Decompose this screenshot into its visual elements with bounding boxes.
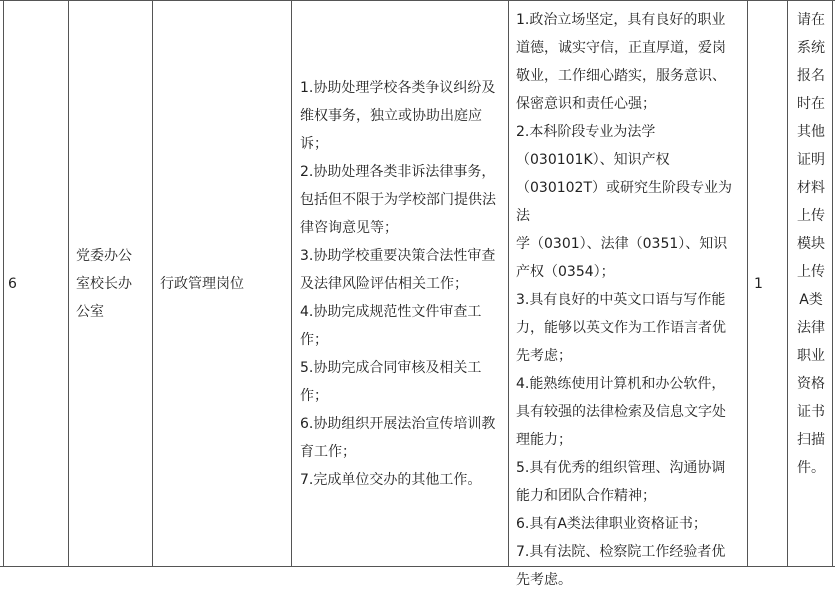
duty-line: 及法律风险评估相关工作； — [300, 275, 468, 292]
department-line: 公室 — [76, 303, 104, 320]
requirement-line: 先考虑； — [516, 348, 572, 364]
col-divider — [3, 0, 4, 567]
requirement-line: 3.具有良好的中英文口语与写作能 — [516, 292, 726, 308]
duties-list — [300, 74, 496, 494]
duty-line: 6.协助组织开展法治宣传培训教 — [300, 415, 496, 432]
requirement-line: 学（0301）、法律（0351）、知识 — [516, 236, 728, 252]
requirements-list — [516, 6, 744, 594]
requirement-line: 道德，诚实守信，正直厚道，爱岗 — [516, 40, 726, 56]
requirement-line: 4.能熟练使用计算机和办公软件， — [516, 376, 726, 392]
requirement-line: 2.本科阶段专业为法学 — [516, 124, 656, 140]
department-line: 党委办公 — [76, 247, 132, 264]
duty-line: 育工作； — [300, 443, 356, 460]
headcount-cell — [754, 0, 784, 567]
headcount: 1 — [754, 275, 763, 292]
requirement-line: （030101K）、知识产权 — [516, 152, 670, 168]
position-cell — [160, 0, 288, 567]
requirement-line: （030102T）或研究生阶段专业为法 — [516, 180, 732, 224]
note-line: 其他 — [797, 124, 825, 140]
note-line: 上传 — [797, 208, 825, 224]
duty-line: 2.协助处理各类非诉法律事务， — [300, 163, 496, 180]
col-divider — [787, 0, 788, 567]
requirement-line: 保密意识和责任心强； — [516, 96, 656, 112]
duty-line: 包括但不限于为学校部门提供法 — [300, 191, 496, 208]
note-line: 报名 — [797, 68, 825, 84]
requirement-line: 能力和团队合作精神； — [516, 488, 656, 504]
duty-line: 1.协助处理学校各类争议纠纷及 — [300, 79, 496, 96]
requirement-line: 先考虑。 — [516, 572, 572, 588]
note-line: 证明 — [797, 152, 825, 168]
requirement-line: 敬业，工作细心踏实，服务意识、 — [516, 68, 726, 84]
col-divider — [832, 0, 833, 567]
requirement-line: 6.具有A类法律职业资格证书； — [516, 516, 707, 532]
col-divider — [68, 0, 69, 567]
note-line: 资格 — [797, 376, 825, 392]
duty-line: 作； — [300, 331, 328, 348]
department-name — [76, 242, 132, 326]
col-divider — [747, 0, 748, 567]
note-line: 件。 — [797, 460, 825, 476]
note-line: 时在 — [797, 96, 825, 112]
col-divider — [152, 0, 153, 567]
requirement-line: 力，能够以英文作为工作语言者优 — [516, 320, 726, 336]
duties-cell — [300, 0, 504, 567]
note-line: 请在 — [797, 12, 825, 28]
requirement-line: 理能力； — [516, 432, 572, 448]
position-name: 行政管理岗位 — [160, 275, 244, 292]
note-line: 系统 — [797, 40, 825, 56]
note-line: 职业 — [797, 348, 825, 364]
requirement-line: 7.具有法院、检察院工作经验者优 — [516, 544, 726, 560]
note-line: 模块 — [797, 236, 825, 252]
duty-line: 诉； — [300, 135, 328, 152]
duty-line: 3.协助学校重要决策合法性审查 — [300, 247, 496, 264]
department-cell — [76, 0, 148, 567]
note-line: 扫描 — [797, 432, 825, 448]
requirement-line: 产权（0354）； — [516, 264, 615, 280]
duty-line: 5.协助完成合同审核及相关工 — [300, 359, 482, 376]
department-line: 室校长办 — [76, 275, 132, 292]
col-divider — [508, 0, 509, 567]
row-index: 6 — [8, 275, 17, 292]
requirements-cell — [516, 6, 744, 594]
note-line: 证书 — [797, 404, 825, 420]
note-cell — [793, 6, 829, 482]
requirement-line: 具有较强的法律检索及信息文字处 — [516, 404, 726, 420]
requirement-line: 1.政治立场坚定，具有良好的职业 — [516, 12, 726, 28]
duty-line: 作； — [300, 387, 328, 404]
note-line: 材料 — [797, 180, 825, 196]
duty-line: 维权事务，独立或协助出庭应 — [300, 107, 482, 124]
note-line: 上传 — [797, 264, 825, 280]
duty-line: 律咨询意见等； — [300, 219, 398, 236]
duty-line: 7.完成单位交办的其他工作。 — [300, 471, 482, 488]
row-index-cell — [8, 0, 64, 567]
note-text — [793, 6, 829, 482]
note-line: A类 — [799, 292, 823, 308]
requirement-line: 5.具有优秀的组织管理、沟通协调 — [516, 460, 726, 476]
duty-line: 4.协助完成规范性文件审查工 — [300, 303, 482, 320]
note-line: 法律 — [797, 320, 825, 336]
col-divider — [291, 0, 292, 567]
